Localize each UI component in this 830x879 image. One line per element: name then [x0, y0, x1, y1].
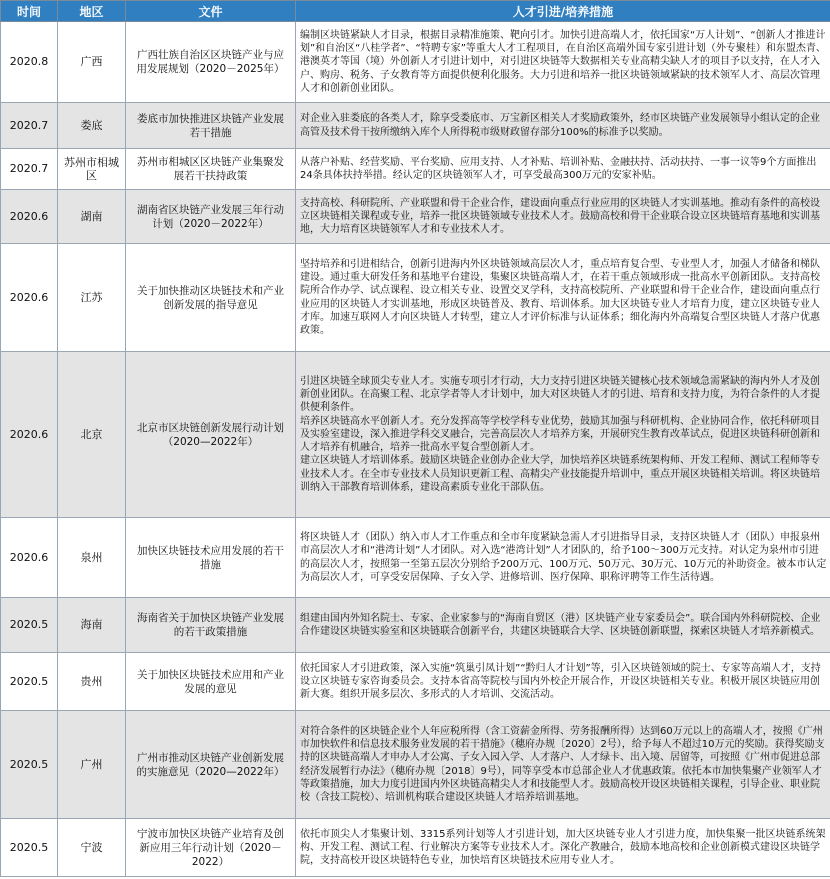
cell-measures: 对企业入驻娄底的各类人才，除享受娄底市、万宝新区相关人才奖励政策外，经市区块链产业发展领导小组认定的企业高管及技术骨干按所缴纳入库个人所得税市级财政留存部分100%的标准予以奖励。 [296, 103, 830, 149]
cell-region: 广州 [58, 711, 126, 819]
cell-measures: 依托市顶尖人才集聚计划、3315系列计划等人才引进计划，加大区块链专业人才引进力度，加快集聚一批区块链系统架构、开发工程、测试工程、行业解决方案等专业技术人才。深化产教融合，鼓励本地高校和企业创新模式建设区块链学院，支持高校开设区块链特色专业，加快培育区块链技术应用专业人才。 [296, 819, 830, 877]
cell-document: 娄底市加快推进区块链产业发展若干措施 [126, 103, 296, 149]
cell-region: 宁波 [58, 819, 126, 877]
cell-document: 广州市推动区块链产业创新发展的实施意见（2020—2022年） [126, 711, 296, 819]
table-row [1, 149, 830, 190]
cell-region: 广西 [58, 22, 126, 103]
table-row [1, 352, 830, 518]
cell-document: 北京市区块链创新发展行动计划（2020—2022年） [126, 352, 296, 518]
cell-document: 海南省关于加快区块链产业发展的若干政策措施 [126, 598, 296, 653]
table-row [1, 653, 830, 711]
cell-document: 苏州市相城区区块链产业集聚发展若干扶持政策 [126, 149, 296, 190]
cell-region: 海南 [58, 598, 126, 653]
cell-document: 湖南省区块链产业发展三年行动计划（2020－2022年） [126, 190, 296, 244]
cell-document: 关于加快推动区块链技术和产业创新发展的指导意见 [126, 244, 296, 352]
cell-measures: 依托国家人才引进政策，深入实施“筑巢引凤计划”“黔归人才计划”等，引入区块链领域的院士、专家等高端人才，支持设立区块链专家咨询委员会。支持本省高等院校与国内外校企开展合作，开设区块链相关专业。积极开展区块链应用创新大赛。组织开展多层次、多形式的人才培训、交流活动。 [296, 653, 830, 711]
table-row [1, 711, 830, 819]
header-region: 地区 [58, 1, 126, 22]
cell-time: 2020.5 [1, 819, 58, 877]
cell-measures: 将区块链人才（团队）纳入市人才工作重点和全市年度紧缺急需人才引进指导目录，支持区块链人才（团队）申报泉州市高层次人才和“港湾计划”人才团队。对入选“港湾计划”人才团队的，给予100～300万元支持。对认定为泉州市引进的高层次人才，按照第一至第五层次分别给予200万元、100万元、50万元、30万元、10万元的补助资金。被本市认定为高层次人才，可享受安居保障、子女入学、进修培训、医疗保障、职称评聘等工作生活待遇。 [296, 518, 830, 598]
cell-time: 2020.6 [1, 352, 58, 518]
header-document: 文件 [126, 1, 296, 22]
cell-time: 2020.7 [1, 103, 58, 149]
cell-measures: 组建由国内外知名院士、专家、企业家参与的“海南自贸区（港）区块链产业专家委员会”。联合国内外科研院校、企业合作建设区块链实验室和区块链联合创新平台，共建区块链联合大学、区块链创新联盟，探索区块链人才培养新模式。 [296, 598, 830, 653]
cell-region: 泉州 [58, 518, 126, 598]
cell-time: 2020.5 [1, 598, 58, 653]
cell-measures: 对符合条件的区块链企业个人年应税所得（含工资薪金所得、劳务报酬所得）达到60万元以上的高端人才，按照《广州市加快软件和信息技术服务业发展的若干措施》（穗府办规〔2020〕2号），给予每人不超过10万元的奖励。获得奖励支持的区块链高端人才申办人才公寓、子女入园入学、人才落户、人才绿卡、出入境、居留等，可按照《广州市促进总部经济发展暂行办法》（穗府办规〔2018〕9号），同等享受本市总部企业人才优惠政策。依托本市加快集聚产业领军人才等政策措施，加大力度引进国内外区块链高精尖人才和技能型人才。鼓励高校开设区块链相关课程，引导企业、职业院校（含技工院校）、培训机构联合建设区块链人才培养培训基地。 [296, 711, 830, 819]
table-row [1, 190, 830, 244]
cell-region: 北京 [58, 352, 126, 518]
cell-region: 江苏 [58, 244, 126, 352]
cell-time: 2020.6 [1, 244, 58, 352]
cell-time: 2020.7 [1, 149, 58, 190]
header-time: 时间 [1, 1, 58, 22]
cell-measures: 坚持培养和引进相结合，创新引进海内外区块链领域高层次人才，重点培育复合型、专业型人才，加强人才储备和梯队建设。通过重大研发任务和基地平台建设，集聚区块链高端人才，在若干重点领域形成一批高水平创新团队。支持高校院所合作办学、试点课程、设立相关专业、设置交叉学科，支持高校院所、产业联盟和骨干企业合作，建设面向重点行业应用的区块链人才实训基地，形成区块链普及、教育、培训体系。加大区块链专业人才培育力度，建立区块链专业人才库。加速互联网人才向区块链人才转型，建立人才评价标准与认证体系；细化海内外高端复合型区块链人才落户优惠政策。 [296, 244, 830, 352]
table-row [1, 819, 830, 877]
table-row [1, 103, 830, 149]
cell-region: 湖南 [58, 190, 126, 244]
table-row [1, 598, 830, 653]
table-row [1, 244, 830, 352]
cell-region: 苏州市相城区 [58, 149, 126, 190]
cell-measures: 从落户补贴、经营奖励、平台奖励、应用支持、人才补贴、培训补贴、金融扶持、活动扶持、一事一议等9个方面推出24条具体扶持举措。经认定的区块链领军人才，可享受最高300万元的安家补贴。 [296, 149, 830, 190]
table-row [1, 22, 830, 103]
cell-time: 2020.5 [1, 711, 58, 819]
cell-region: 娄底 [58, 103, 126, 149]
cell-document: 广西壮族自治区区块链产业与应用发展规划（2020－2025年） [126, 22, 296, 103]
cell-time: 2020.8 [1, 22, 58, 103]
table-row [1, 518, 830, 598]
cell-document: 加快区块链技术应用发展的若干措施 [126, 518, 296, 598]
cell-time: 2020.5 [1, 653, 58, 711]
cell-document: 宁波市加快区块链产业培育及创新应用三年行动计划（2020－2022） [126, 819, 296, 877]
cell-region: 贵州 [58, 653, 126, 711]
cell-time: 2020.6 [1, 190, 58, 244]
cell-time: 2020.6 [1, 518, 58, 598]
header-row [1, 1, 830, 22]
cell-document: 关于加快区块链技术应用和产业发展的意见 [126, 653, 296, 711]
cell-measures: 支持高校、科研院所、产业联盟和骨干企业合作，建设面向重点行业应用的区块链人才实训基地。推动有条件的高校设立区块链相关课程或专业，培养一批区块链领域专业技术人才。鼓励高校和骨干企业联合设立区块链培育基地和实训基地，大力培育区块链领军人才和专业技术人才。 [296, 190, 830, 244]
cell-measures: 编制区块链紧缺人才目录，根据目录精准施策、靶向引才。加快引进高端人才，依托国家“万人计划”、“创新人才推进计划”和自治区“八桂学者”、“特聘专家”等重大人才工程项目，在自治区高端外国专家引进计划（外专聚桂）和东盟杰青、港澳英才等国（境）外创新人才引进计划中，对引进区块链等大数据相关专业高精尖缺人才的项目予以支持，在人才入户、购房、税务、子女教育等方面提供便利化服务。大力引进和培养一批区块链领域紧缺的技术领军人才、高层次管理人才和创新创业团队。 [296, 22, 830, 103]
header-measures: 人才引进/培养措施 [296, 1, 830, 22]
cell-measures: 引进区块链全球顶尖专业人才。实施专项引才行动，大力支持引进区块链关键核心技术领域急需紧缺的海内外人才及创新创业团队。在高聚工程、北京学者等人才计划中，加大对区块链人才的引进、培育和支持力度，为符合条件的人才提供便利条件。 培养区块链高水平创新人才。充分发挥高等学校学科专业优势，鼓励其加强与科研机构、企业协同合作，依托科研项目及实验室建设，深入推进学科交叉融合，完善高层次人才培养方案，开展研究生教育改革试点，促进区块链科研创新和人才培养有机融合，培养一批高水平复合型创新人才。 建立区块链人才培训体系。鼓励区块链企业创办企业大学，加快培养区块链系统架构师、开发工程师、测试工程师等专业技术人才。在全市专业技术人员知识更新工程、高精尖产业技能提升培训中，重点开展区块链相关培训。将区块链培训纳入干部教育培训体系，建设高素质专业化干部队伍。 [296, 352, 830, 518]
